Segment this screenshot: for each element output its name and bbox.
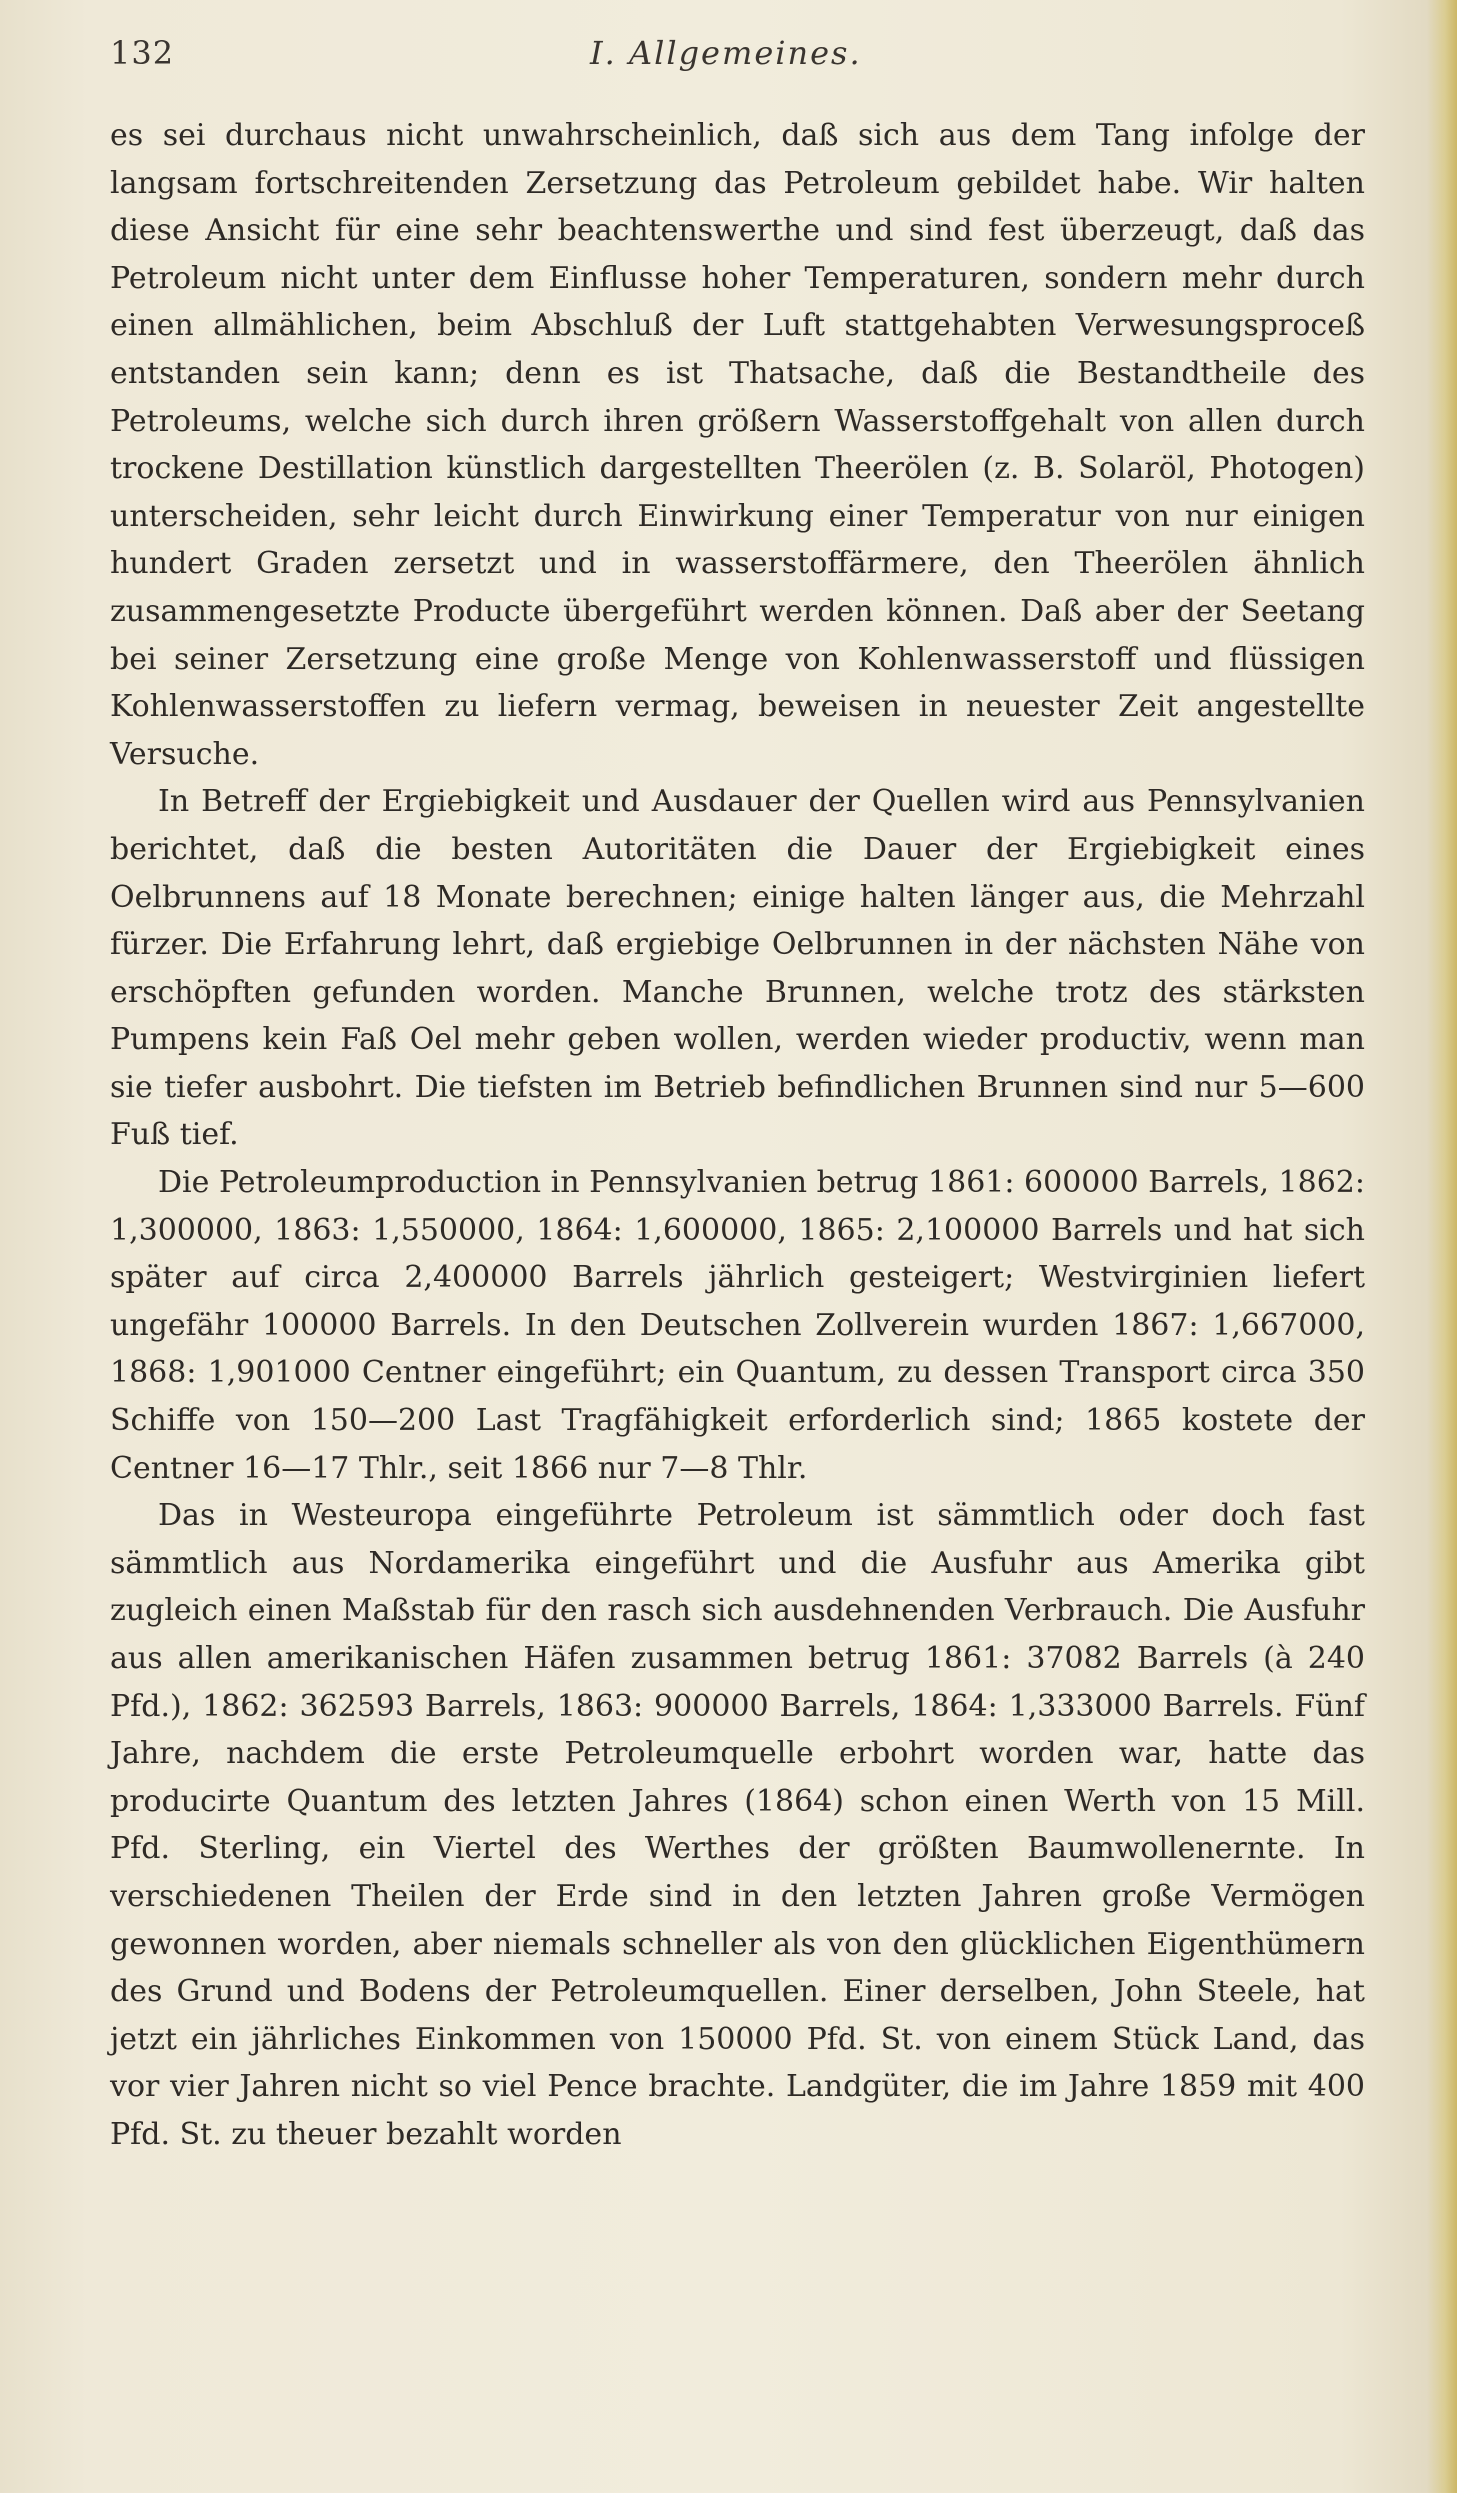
running-head: I. Allgemeines. [590, 34, 862, 72]
paragraph: Die Petroleumproduction in Pennsylvanien betrug 1861: 600000 Barrels, 1862: 1,300000, 1863: 1,550000, 1864: 1,600000, 1865: 2,100000 Barrels und hat sich später auf circa 2,400000 Barrels jährlich gesteigert; Westvirginien liefert ungefähr 100000 Barrels. In den Deutschen Zollverein wurden 1867: 1,667000, 1868: 1,901000 Centner eingeführt; ein Quantum, zu dessen Transport circa 350 Schiffe von 150—200 Last Tragfähigkeit erforderlich sind; 1865 kostete der Centner 16—17 Thlr., seit 1866 nur 7—8 Thlr. [110, 1165, 1365, 1486]
paragraph: es sei durchaus nicht unwahrscheinlich, daß sich aus dem Tang infolge der langsam fortschreitenden Zersetzung das Petroleum gebildet habe. Wir halten diese Ansicht für eine sehr beachtenswerthe und sind fest überzeugt, daß das Petroleum nicht unter dem Einflusse hoher Temperaturen, sondern mehr durch einen allmählichen, beim Abschluß der Luft stattgehabten Verwesungsproceß entstanden sein kann; denn es ist Thatsache, daß die Bestandtheile des Petroleums, welche sich durch ihren größern Wasserstoffgehalt von allen durch trockene Destillation künstlich dargestellten Theerölen (z. B. Solaröl, Photogen) unterscheiden, sehr leicht durch Einwirkung einer Temperatur von nur einigen hundert Graden zersetzt und in wasserstoffärmere, den Theerölen ähnlich zusammengesetzte Producte übergeführt werden können. Daß aber der Seetang bei seiner Zersetzung eine große Menge von Kohlenwasserstoff und flüssigen Kohlenwasserstoffen zu liefern vermag, beweisen in neuester Zeit angestellte Versuche. [110, 118, 1365, 772]
page-number: 132 [110, 34, 175, 72]
paragraph: Das in Westeuropa eingeführte Petroleum ist sämmtlich oder doch fast sämmtlich aus Nordamerika eingeführt und die Ausfuhr aus Amerika gibt zugleich einen Maßstab für den rasch sich ausdehnenden Verbrauch. Die Ausfuhr aus allen amerikanischen Häfen zusammen betrug 1861: 37082 Barrels (à 240 Pfd.), 1862: 362593 Barrels, 1863: 900000 Barrels, 1864: 1,333000 Barrels. Fünf Jahre, nachdem die erste Petroleumquelle erbohrt worden war, hatte das producirte Quantum des letzten Jahres (1864) schon einen Werth von 15 Mill. Pfd. Sterling, ein Viertel des Werthes der größten Baumwollenernte. In verschiedenen Theilen der Erde sind in den letzten Jahren große Vermögen gewonnen worden, aber niemals schneller als von den glücklichen Eigenthümern des Grund und Bodens der Petroleumquellen. Einer derselben, John Steele, hat jetzt ein jährliches Einkommen von 150000 Pfd. St. von einem Stück Land, das vor vier Jahren nicht so viel Pence brachte. Landgüter, die im Jahre 1859 mit 400 Pfd. St. zu theuer bezahlt worden [110, 1498, 1365, 2152]
page-edge-discoloration [1427, 0, 1457, 2493]
page-header [110, 34, 1380, 84]
paragraph: In Betreff der Ergiebigkeit und Ausdauer der Quellen wird aus Pennsylvanien berichtet, daß die besten Autoritäten die Dauer der Ergiebigkeit eines Oelbrunnens auf 18 Monate berechnen; einige halten länger aus, die Mehrzahl fürzer. Die Erfahrung lehrt, daß ergiebige Oelbrunnen in der nächsten Nähe von erschöpften gefunden worden. Manche Brunnen, welche trotz des stärksten Pumpens kein Faß Oel mehr geben wollen, werden wieder productiv, wenn man sie tiefer ausbohrt. Die tiefsten im Betrieb befindlichen Brunnen sind nur 5—600 Fuß tief. [110, 784, 1365, 1153]
body-text [110, 112, 1365, 2159]
